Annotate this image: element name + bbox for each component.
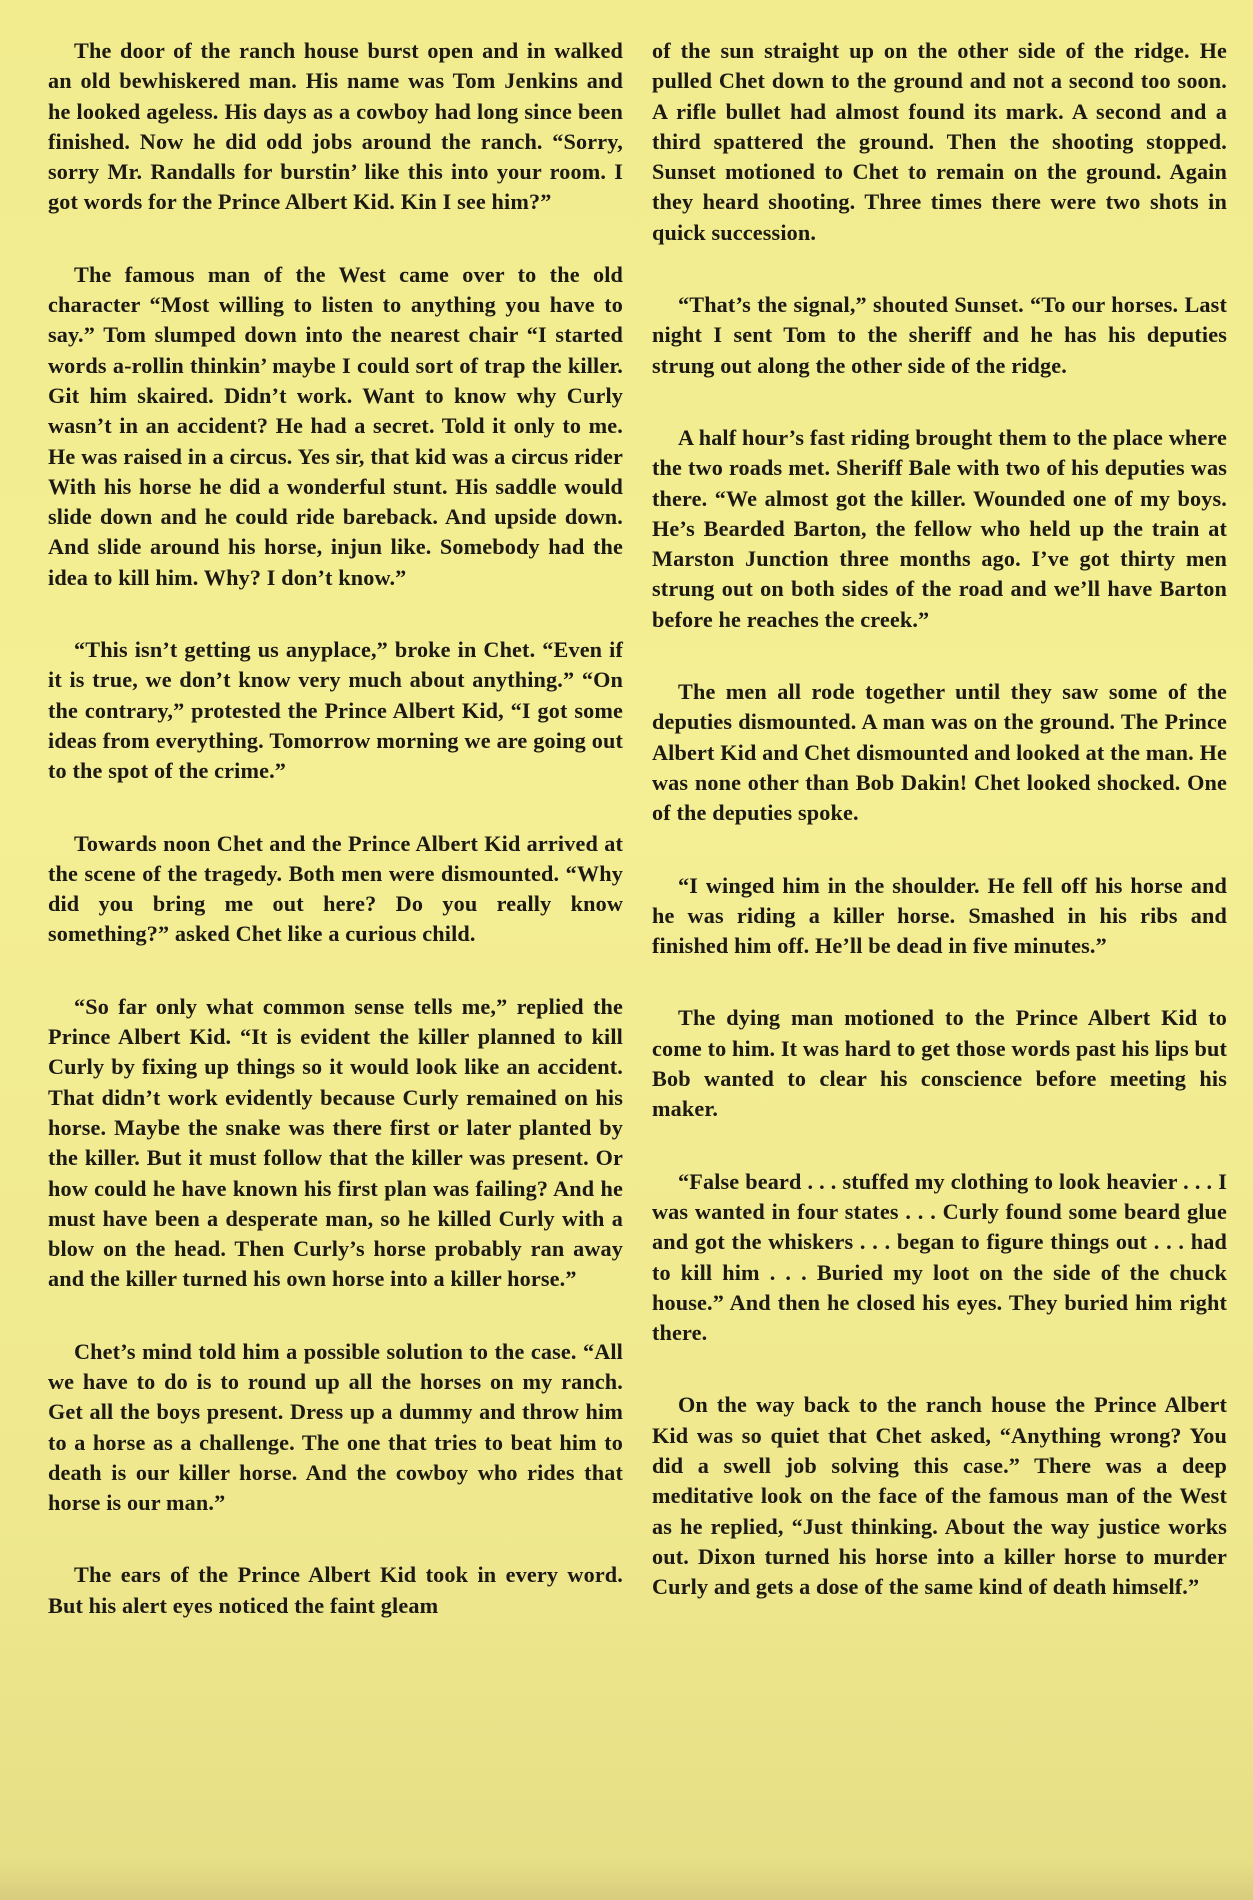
paragraph: The ears of the Prince Albert Kid took in every word. But his alert eyes noticed the faint gleam	[48, 1562, 623, 1618]
paragraph: The famous man of the West came over to the old character “Most willing to listen to anything you have to say.” Tom slumped down into the nearest chair “I started words a-rollin thinkin’ maybe I could sort of trap the killer. Git him skaired. Didn’t work. Want to know why Curly wasn’t in an accident? He had a secret. Told it only to me. He was raised in a circus. Yes sir, that kid was a circus rider With his horse he did a wonderful stunt. His saddle would slide down and he could ride bareback. And upside down. And slide around his horse, injun like. Somebody had the idea to kill him. Why? I don’t know.”	[48, 261, 623, 590]
paragraph: “So far only what common sense tells me,” replied the Prince Albert Kid. “It is evident the killer planned to kill Curly by fixing up things so it would look like an accident. That didn’t work evidently because Curly remained on his horse. Maybe the snake was there first or later planted by the killer. But it must follow that the killer was present. Or how could he have known his first plan was failing? And he must have been a desperate man, so he killed Curly with a blow on the head. Then Curly’s horse probably ran away and the killer turned his own horse into a killer horse.”	[48, 993, 623, 1292]
paragraph-continued: of the sun straight up on the other side of the ridge. He pulled Chet down to the ground and not a second too soon. A rifle bullet had almost found its mark. A second and a third spattered the ground. Then the shooting stopped. Sunset motioned to Chet to remain on the ground. Again they heard shooting. Three times there were two shots in quick succession.	[652, 38, 1227, 245]
paragraph: “I winged him in the shoulder. He fell off his horse and he was riding a killer horse. Smashed in his ribs and finished him off. He’ll be dead in five minutes.”	[652, 872, 1227, 959]
paragraph: The dying man motioned to the Prince Albert Kid to come to him. It was hard to get those words past his lips but Bob wanted to clear his conscience before meeting his maker.	[652, 1005, 1227, 1122]
paragraph: “That’s the signal,” shouted Sunset. “To our horses. Last night I sent Tom to the sheriff and he has his deputies strung out along the other side of the ridge.	[652, 292, 1227, 378]
left-column	[48, 36, 623, 1663]
paragraph: On the way back to the ranch house the Prince Albert Kid was so quiet that Chet asked, “Anything wrong? You did a swell job solving this case.” There was a deep meditative look on the face of the famous man of the West as he replied, “Just thinking. About the way justice works out. Dixon turned his horse into a killer horse to murder Curly and gets a dose of the same kind of death himself.”	[652, 1392, 1227, 1600]
paragraph: Chet’s mind told him a possible solution to the case. “All we have to do is to round up all the horses on my ranch. Get all the boys present. Dress up a dummy and throw him to a horse as a challenge. The one that tries to beat him to death is our killer horse. And the cowboy who rides that horse is our man.”	[48, 1338, 623, 1516]
paragraph: “False beard . . . stuffed my clothing to look heavier . . . I was wanted in four states . . . Curly found some beard glue and got the whiskers . . . began to figure things out . . . had to kill him . . . Buried my loot on the side of the chuck house.” And then he closed his eyes. They buried him right there.	[652, 1168, 1227, 1346]
paragraph: Towards noon Chet and the Prince Albert Kid arrived at the scene of the tragedy. Both men were dismounted. “Why did you bring me out here? Do you really know something?” asked Chet like a curious child.	[48, 830, 623, 947]
right-column	[652, 36, 1227, 1644]
paragraph: The men all rode together until they saw some of the deputies dismounted. A man was on the ground. The Prince Albert Kid and Chet dismounted and looked at the man. He was none other than Bob Dakin! Chet looked shocked. One of the deputies spoke.	[652, 679, 1227, 826]
paragraph: A half hour’s fast riding brought them to the place where the two roads met. Sheriff Bale with two of his deputies was there. “We almost got the killer. Wounded one of my boys. He’s Bearded Barton, the fellow who held up the train at Marston Junction three months ago. I’ve got thirty men strung out on both sides of the road and we’ll have Barton before he reaches the creek.”	[652, 424, 1227, 632]
paragraph: The door of the ranch house burst open and in walked an old bewhiskered man. His name was Tom Jenkins and he looked ageless. His days as a cowboy had long since been finished. Now he did odd jobs around the ranch. “Sorry, sorry Mr. Randalls for burstin’ like this into your room. I got words for the Prince Albert Kid. Kin I see him?”	[48, 38, 623, 215]
paragraph: “This isn’t getting us anyplace,” broke in Chet. “Even if it is true, we don’t know very much about anything.” “On the contrary,” protested the Prince Albert Kid, “I got some ideas from everything. Tomorrow morning we are going out to the spot of the crime.”	[48, 637, 623, 784]
